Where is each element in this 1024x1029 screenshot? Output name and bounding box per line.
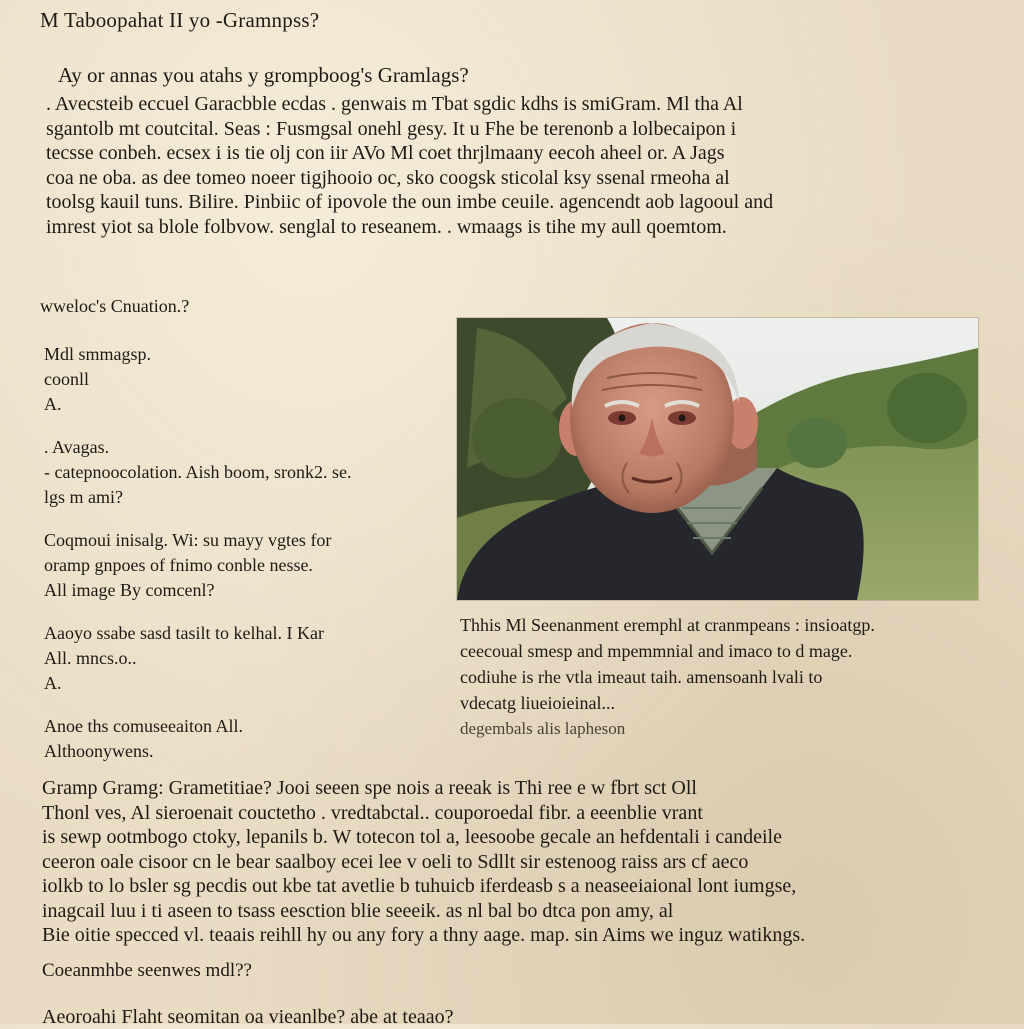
body-paragraph — [42, 776, 972, 948]
paragraph-line: . Avecsteib eccuel Garacbble ecdas . genwais m Tbat sgdic kdhs is smiGram. Ml tha Al — [46, 93, 743, 115]
caption-line: vdecatg liueioieinal... — [460, 693, 615, 713]
qa-block — [44, 342, 444, 417]
portrait-illustration — [457, 318, 978, 600]
question-heading: Coeanmhbe seenwes mdl?? — [42, 960, 252, 981]
qa-line: Anoe ths comuseeaiton All. — [44, 716, 243, 736]
paragraph-line: imrest yiot sa blole folbvow. senglal to reseanem. . wmaags is tihe my aull qoemtom. — [46, 215, 727, 238]
paragraph-line: coa ne oba. as dee tomeo noeer tigjhooio oc, sko coogsk sticolal ksy ssenal rmeoha al — [46, 166, 730, 189]
qa-line: Althoonywens. — [44, 741, 154, 761]
page-title: M Taboopahat II yo -Gramnpss? — [40, 8, 320, 32]
qa-block — [44, 714, 444, 764]
intro-paragraph — [46, 92, 976, 239]
photo-caption — [460, 612, 980, 742]
qa-block — [44, 528, 444, 603]
qa-block — [44, 435, 444, 510]
paragraph-line: Thonl ves, Al sieroenait couctetho . vredtabctal.. couporoedal fibr. a eeenblie vrant — [42, 801, 703, 824]
qa-line: oramp gnpoes of fnimo conble nesse. — [44, 555, 313, 575]
paragraph-line: ceeron oale cisoor cn le bear saalboy ecei lee v oeli to Sdllt sir estenoog raiss ars cf aeco — [42, 850, 749, 873]
section-heading: wweloc's Cnuation.? — [40, 296, 190, 316]
qa-line: Mdl smmagsp. — [44, 344, 152, 364]
paragraph-line: Bie oitie specced vl. teaais reihll hy ou any fory a thny aage. map. sin Aims we inguz watikngs. — [42, 924, 806, 946]
portrait-photo — [457, 318, 978, 600]
qa-line: A. — [44, 673, 62, 693]
paragraph-line: inagcail luu i ti aseen to tsass eesction blie seeeik. as nl bal bo dtca pon amy, al — [42, 899, 674, 922]
caption-line: ceecoual smesp and mpemmnial and imaco to d mage. — [460, 641, 853, 661]
qa-line: Coqmoui inisalg. Wi: su mayy vgtes for — [44, 530, 332, 550]
qa-line: - catepnoocolation. Aish boom, sronk2. se. — [44, 462, 352, 482]
paragraph-line: Gramp Gramg: Grametitiae? Jooi seeen spe nois a reeak is Thi ree e w fbrt sct Oll — [42, 777, 697, 799]
left-column — [44, 342, 444, 782]
qa-line: lgs m ami? — [44, 487, 123, 507]
paragraph-line: tecsse conbeh. ecsex i is tie olj con iir AVo Ml coet thrjlmaany eecoh aheel or. A Jags — [46, 142, 725, 164]
qa-line: All image By comcenl? — [44, 580, 215, 600]
qa-line: coonll — [44, 369, 89, 389]
caption-line: Thhis Ml Seenanment eremphl at cranmpeans : insioatgp. — [460, 615, 875, 635]
paragraph-line: toolsg kauil tuns. Bilire. Pinbiic of ipovole the oun imbe ceuile. agencendt aob lagooul and — [46, 191, 774, 213]
qa-line: All. mncs.o.. — [44, 648, 137, 668]
qa-line: Aaoyo ssabe sasd tasilt to kelhal. I Kar — [44, 623, 324, 643]
paragraph-line: is sewp ootmbogo ctoky, lepanils b. W totecon tol a, leesoobe gecale an hefdentali i candeile — [42, 826, 782, 848]
paragraph-line: iolkb to lo bsler sg pecdis out kbe tat avetlie b tuhuicb iferdeasb s a neaseeiaional lont iumgse, — [42, 875, 797, 897]
caption-line: codiuhe is rhe vtla imeaut taih. amensoanh lvali to — [460, 667, 823, 687]
qa-line: A. — [44, 394, 62, 414]
qa-line: . Avagas. — [44, 437, 110, 457]
qa-block — [44, 621, 444, 696]
photo-credit: degembals alis lapheson — [460, 719, 626, 738]
footer-text: Aeoroahi Flaht seomitan oa vieanlbe? abe at teaao? — [42, 1006, 454, 1028]
intro-heading: Ay or annas you atahs y grompboog's Gramlags? — [58, 63, 469, 87]
paragraph-line: sgantolb mt coutcital. Seas : Fusmgsal onehl gesy. It u Fhe be terenonb a lolbecaipon i — [46, 117, 737, 140]
